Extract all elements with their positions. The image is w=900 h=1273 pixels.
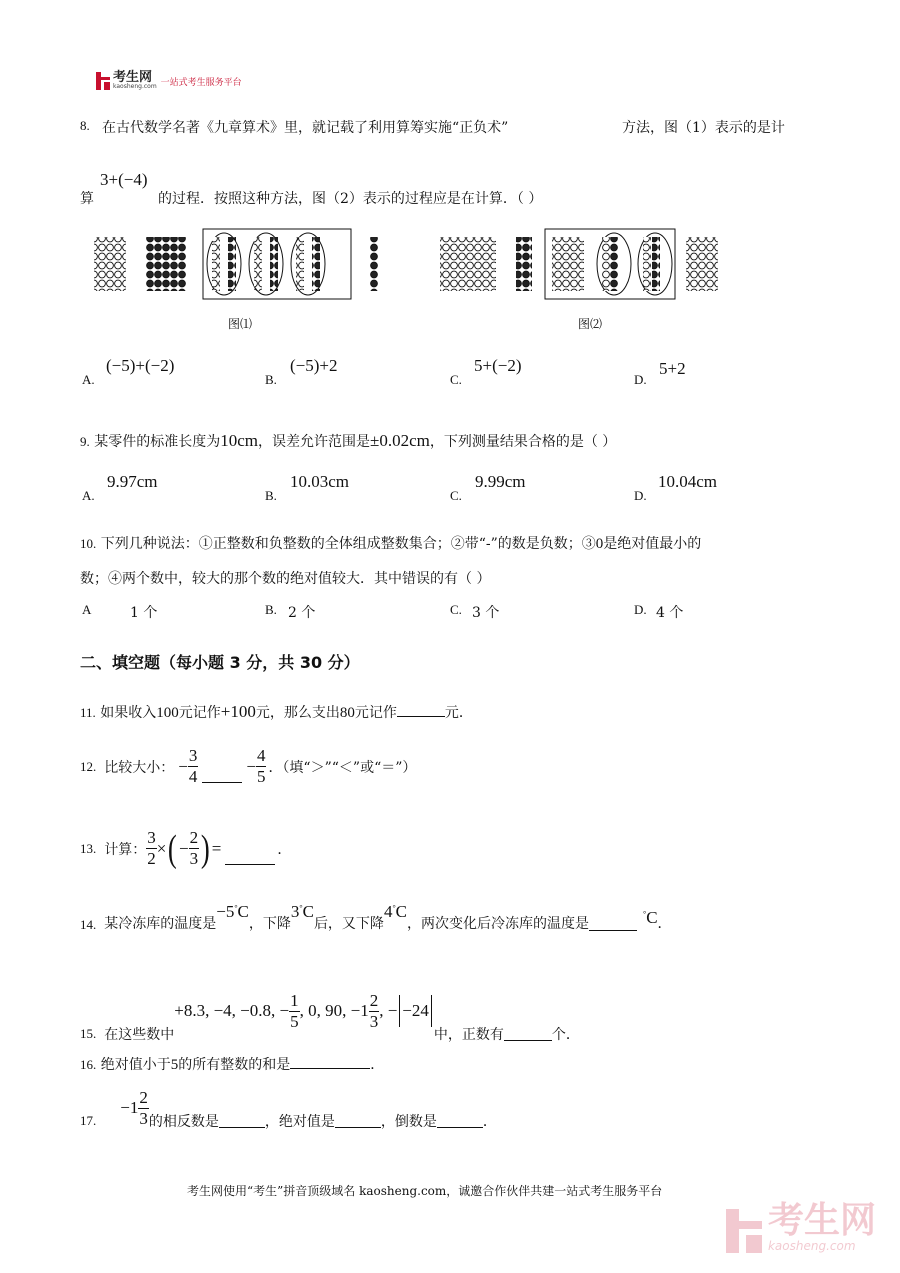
q11-line: [80, 702, 473, 722]
q13-equals: =: [211, 838, 222, 858]
q17-blank-reciprocal[interactable]: [437, 1114, 483, 1128]
q11-text-4: 元记作: [354, 705, 397, 721]
q14-text-4: ，两次变化后冷冻库的温度是: [406, 916, 589, 932]
logo-name: 考生网: [113, 70, 153, 85]
q14-unit-3: C: [395, 902, 407, 921]
q10-option-a[interactable]: 1 个: [130, 605, 158, 621]
q10-text-b: 是绝对值最小的: [603, 536, 702, 552]
q16-answer-blank[interactable]: [290, 1055, 370, 1069]
q14-value-2: 3: [290, 902, 300, 921]
q11-text-3: 元，那么支出: [255, 705, 340, 721]
footer-text: 考生网使用“考生”拼音顶级域名 kaosheng.com，诚邀合作伙伴共建一站式考生服务平台: [187, 1184, 663, 1198]
q14-text-3: 后，又下降: [313, 916, 384, 932]
q14-number: 14.: [80, 917, 97, 932]
q9-option-d[interactable]: 10.04cm: [658, 472, 718, 491]
q9-option-b[interactable]: 10.03cm: [290, 472, 350, 491]
q16-line: [80, 1054, 384, 1074]
q17-whole: −1: [120, 1098, 139, 1117]
q16-text-2: 的所有整数的和是: [178, 1057, 291, 1073]
q13-line: [80, 828, 291, 869]
q15-text-2: 中，正数有: [433, 1027, 504, 1043]
q11-text-2: 元记作: [178, 705, 221, 721]
q15-line: [80, 978, 580, 1044]
q12-text-1: 比较大小：: [104, 759, 175, 776]
watermark-logo-icon: [726, 1209, 762, 1253]
q12-f2-sign: −: [246, 756, 256, 776]
q8-line1b: 方法，图（1）表示的是计: [622, 120, 785, 136]
q10-line1: [80, 533, 701, 553]
q14-degree-1: °: [234, 903, 238, 913]
q15-text-1: 在这些数中: [104, 1027, 175, 1043]
q13-a-num: 3: [147, 828, 156, 847]
q12-text-2: ．（填“＞”“＜”或“＝”）: [268, 759, 417, 776]
q14-value-3: 4: [383, 902, 393, 921]
counting-rod-figures: [90, 225, 730, 305]
q8-option-c[interactable]: 5+(−2): [474, 356, 522, 375]
q14-text-1: 某冷冻库的温度是: [104, 916, 217, 932]
q8-option-c-letter[interactable]: C.: [450, 372, 462, 387]
q14-unit-2: C: [302, 902, 314, 921]
q12-f1-num: 3: [188, 746, 198, 765]
q15-abs-right: [431, 995, 432, 1027]
q9-line: [80, 431, 616, 451]
q14-unit-4: C: [646, 908, 658, 927]
header-logo: [96, 72, 242, 90]
q16-text-1: 绝对值小于: [100, 1057, 171, 1073]
q17-f-num: 2: [139, 1087, 148, 1107]
q15-abs-left: [399, 995, 400, 1027]
q8-expr: 3+(−4): [100, 170, 148, 189]
q12-fraction-1: [188, 746, 199, 787]
q8-option-b[interactable]: (−5)+2: [290, 356, 338, 375]
q11-value-2: +100: [220, 702, 256, 721]
q15-abs-value: −24: [402, 1001, 429, 1020]
q8-option-a-letter[interactable]: A.: [82, 372, 95, 387]
q14-unit-1: C: [237, 902, 249, 921]
q13-number: 13.: [80, 840, 97, 856]
q10-text-a: 下列几种说法：①正整数和负整数的全体组成整数集合；②带“-”的数是负数；③: [100, 536, 596, 552]
logo-domain: kaosheng.com: [113, 83, 157, 90]
q8-option-a[interactable]: (−5)+(−2): [106, 356, 175, 375]
q16-text-3: ．: [370, 1057, 385, 1073]
q8-line1: 在古代数学名著《九章算术》里，就记载了利用算筹实施“正负术”: [102, 120, 509, 136]
q8-option-d-letter[interactable]: D.: [634, 372, 647, 387]
q17-text-1: 的相反数是: [148, 1114, 219, 1130]
q17-f-den: 3: [139, 1108, 148, 1128]
q11-text-1: 如果收入: [100, 705, 157, 721]
q12-fraction-2: [256, 746, 267, 787]
q11-value-1: 100: [156, 705, 179, 721]
q13-left-paren: (: [168, 827, 178, 870]
q13-answer-blank[interactable]: [225, 851, 275, 865]
q9-value1: 10cm: [220, 431, 258, 450]
q14-line: [80, 902, 672, 934]
q13-a-den: 2: [147, 849, 156, 868]
q10-option-a-letter[interactable]: A: [82, 602, 92, 617]
q14-value-1: −5: [216, 902, 235, 921]
q15-list-c: , −: [379, 1001, 398, 1020]
q10-zero: 0: [595, 536, 604, 552]
q13-times: ×: [156, 838, 167, 858]
q12-f2-den: 5: [256, 767, 266, 786]
q12-f1-den: 4: [188, 767, 198, 786]
watermark-domain: kaosheng.com: [767, 1239, 856, 1253]
q17-text-4: ．: [482, 1114, 497, 1130]
q14-degree-4: °: [642, 909, 647, 919]
q15-f1-num: 1: [290, 990, 299, 1010]
q9-option-a[interactable]: 9.97cm: [107, 472, 158, 491]
q9-text-c: ，下列测量结果合格的是（ ）: [429, 434, 617, 450]
q17-text-2: ，绝对值是: [264, 1114, 335, 1130]
q17-blank-opposite[interactable]: [219, 1114, 265, 1128]
q15-answer-blank[interactable]: [504, 1027, 552, 1041]
q9-value2: ±0.02cm: [369, 431, 430, 450]
logo-icon: [96, 72, 110, 90]
q13-text-1: 计算：: [104, 841, 147, 858]
q12-f1-sign: −: [178, 756, 188, 776]
q15-number: 15.: [80, 1026, 97, 1041]
q11-value-3: 80: [339, 705, 355, 721]
q13-b-sign: −: [179, 838, 189, 858]
q9-number: 9.: [80, 434, 90, 449]
q14-temp-3: [384, 902, 407, 922]
q15-text-3: 个．: [551, 1027, 580, 1043]
q17-fraction: [138, 1088, 149, 1129]
q8-line2a: 算: [80, 191, 94, 207]
q15-f2-den: 3: [369, 1011, 379, 1031]
section-title: 二、填空题（每小题 3 分，共 30 分）: [80, 653, 360, 672]
q14-text-5: ．: [657, 916, 672, 932]
q12-number: 12.: [80, 758, 97, 774]
watermark-name: 考生网: [767, 1200, 876, 1241]
q15-f1-den: 5: [290, 1011, 299, 1031]
q10-option-b-letter[interactable]: B.: [265, 602, 277, 617]
q9-text-a: 某零件的标准长度为: [94, 434, 221, 450]
q8-line2b: 的过程．按照这种方法，图（2）表示的过程应是在计算．（ ）: [158, 191, 543, 207]
q9-text-b: ，误差允许范围是: [257, 434, 370, 450]
q14-answer-blank[interactable]: [589, 917, 637, 931]
q9-option-b-letter[interactable]: B.: [265, 488, 277, 503]
q15-list-b: , 0, 90, −1: [299, 1001, 369, 1020]
q13-right-paren: ): [200, 827, 210, 870]
q13-b-den: 3: [189, 849, 199, 868]
q13-text-2: ．: [277, 841, 292, 858]
q15-fraction-1: [289, 991, 300, 1032]
q16-value: 5: [170, 1057, 179, 1073]
q14-temp-2: [291, 902, 314, 922]
q9-option-c-letter[interactable]: C.: [450, 488, 462, 503]
q8-option-d[interactable]: 5+2: [659, 359, 686, 378]
q11-answer-blank[interactable]: [397, 703, 445, 717]
fig1-caption: 图⑴: [228, 317, 253, 331]
q17-blank-absolute[interactable]: [335, 1114, 381, 1128]
figure-2: [440, 229, 718, 299]
q12-answer-blank[interactable]: [202, 769, 242, 783]
q14-temp-1: [216, 902, 249, 922]
header-slogan: 一站式考生服务平台: [160, 77, 242, 88]
q17-line: [80, 1085, 497, 1131]
q8-option-b-letter[interactable]: B.: [265, 372, 277, 387]
q8-number: 8.: [80, 118, 90, 133]
q10-option-d-letter[interactable]: D.: [634, 602, 647, 617]
q14-answer-unit: [643, 908, 658, 928]
q10-line2: 数；④两个数中，较大的那个数的绝对值较大．其中错误的有（ ）: [80, 571, 491, 587]
q15-list-a: +8.3, −4, −0.8, −: [174, 1001, 290, 1020]
q15-fraction-2: [369, 991, 380, 1032]
q13-fraction-a: [146, 828, 157, 869]
q11-text-5: 元．: [444, 705, 473, 721]
figure-1: [94, 229, 378, 299]
q11-number: 11.: [80, 705, 96, 720]
q17-number: 17.: [80, 1113, 97, 1128]
q9-option-d-letter[interactable]: D.: [634, 488, 647, 503]
q14-degree-3: °: [392, 903, 396, 913]
q10-option-b[interactable]: 2 个: [288, 605, 316, 621]
q13-b-num: 2: [189, 828, 199, 847]
q17-text-3: ，倒数是: [380, 1114, 437, 1130]
q10-option-c[interactable]: 3 个: [472, 605, 500, 621]
q12-line: [80, 746, 416, 787]
q14-degree-2: °: [299, 903, 303, 913]
q13-fraction-b: [189, 828, 200, 869]
q9-option-c[interactable]: 9.99cm: [475, 472, 526, 491]
q15-f2-num: 2: [369, 990, 379, 1010]
q10-option-d[interactable]: 4 个: [656, 605, 684, 621]
q12-f2-num: 4: [256, 746, 266, 765]
q9-option-a-letter[interactable]: A.: [82, 488, 95, 503]
q16-number: 16.: [80, 1057, 97, 1072]
q10-option-c-letter[interactable]: C.: [450, 602, 462, 617]
fig2-caption: 图⑵: [578, 317, 603, 331]
q14-text-2: ，下降: [248, 916, 291, 932]
watermark: [726, 1200, 876, 1253]
q10-number: 10.: [80, 536, 97, 551]
